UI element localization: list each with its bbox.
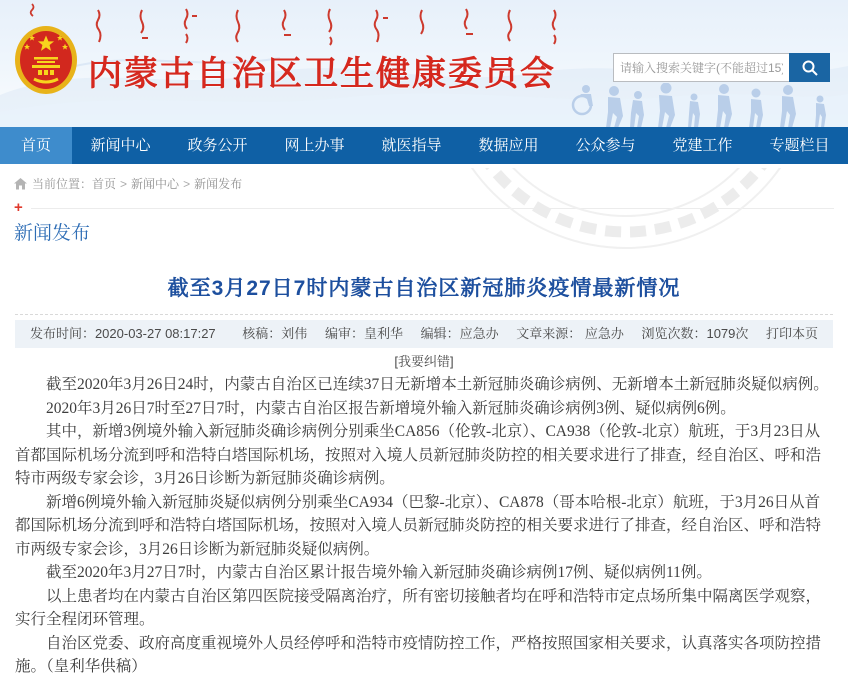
- nav-item-party-building[interactable]: 党建工作: [672, 137, 733, 154]
- dashed-separator: [15, 314, 833, 315]
- nav-item-home[interactable]: 首页: [0, 127, 72, 164]
- breadcrumb-news-center[interactable]: 新闻中心: [131, 177, 180, 191]
- breadcrumb-news-release[interactable]: 新闻发布: [194, 177, 243, 191]
- search-input[interactable]: [613, 53, 789, 82]
- article-paragraph: 新增6例境外输入新冠肺炎疑似病例分别乘坐CA934（巴黎-北京）、CA878（哥本哈根-北京）航班，于3月26日从首都国际机场分流到呼和浩特白塔国际机场，按照对入境人员新冠肺炎防控的相关要求进行了排查，经自治区、呼和浩特市两级专家会诊，3月26日诊断为新冠肺炎疑似病例。: [15, 493, 822, 558]
- article-paragraph: 自治区党委、政府高度重视境外人员经停呼和浩特市疫情防控工作，严格按照国家相关要求，认真落实各项防控措施。（皇利华供稿）: [15, 634, 822, 675]
- mongolian-script: [88, 4, 588, 52]
- mongolian-script-mark: [27, 3, 39, 17]
- article-paragraph: 截至2020年3月27日7时，内蒙古自治区累计报告境外输入新冠肺炎确诊病例17例、疑似病例11例。: [46, 564, 712, 581]
- section-divider: [14, 199, 834, 216]
- article-paragraph: 其中，新增3例境外输入新冠肺炎确诊病例分别乘坐CA856（伦敦-北京）、CA938（伦敦-北京）航班，于3月23日从首都国际机场分流到呼和浩特白塔国际机场，按照对入境人员新冠肺炎防控的相关要求进行了排查，经自治区、呼和浩特市两级专家会诊，3月26日诊断为新冠肺炎确诊病例。: [15, 423, 822, 487]
- breadcrumb-prefix: 当前位置：: [32, 177, 93, 191]
- nav-item-special-columns[interactable]: 专题栏目: [769, 137, 830, 154]
- article-paragraph: 以上患者均在内蒙古自治区第四医院接受隔离治疗，所有密切接触者均在呼和浩特市定点场所集中隔离医学观察，实行全程闭环管理。: [15, 587, 822, 628]
- nav-item-data-applications[interactable]: 数据应用: [478, 137, 539, 154]
- main-nav: [0, 127, 848, 164]
- plus-marker: +: [14, 199, 23, 216]
- article-meta-bar: [15, 320, 833, 369]
- article: [0, 272, 848, 679]
- nav-item-online-services[interactable]: 网上办事: [284, 137, 345, 154]
- masthead: [88, 4, 588, 96]
- error-report-link[interactable]: [我要纠错]: [394, 354, 454, 369]
- breadcrumb-separator: >: [120, 176, 128, 191]
- print-page-link[interactable]: 打印本页: [766, 326, 819, 341]
- divider-line: [31, 208, 834, 209]
- editor: 编辑：应急办: [420, 326, 499, 341]
- people-silhouettes-decoration: [566, 83, 846, 127]
- breadcrumb: [0, 164, 848, 196]
- section-title: 新闻发布: [14, 223, 91, 244]
- search-button[interactable]: [789, 53, 830, 82]
- national-emblem-logo: [14, 24, 78, 96]
- article-source: 文章来源： 应急办: [516, 326, 624, 341]
- site-header: [0, 0, 848, 127]
- article-paragraph: 截至2020年3月26日24时，内蒙古自治区已连续37日无新增本土新冠肺炎确诊病例、无新增本土新冠肺炎疑似病例。: [46, 376, 829, 393]
- nav-item-medical-guidance[interactable]: 就医指导: [381, 137, 442, 154]
- proofreader: 核稿：刘伟: [242, 326, 308, 341]
- review-editor: 编审：皇利华: [324, 326, 403, 341]
- breadcrumb-separator: >: [183, 176, 191, 191]
- search-bar: [613, 53, 830, 82]
- nav-item-news-center[interactable]: 新闻中心: [90, 137, 151, 154]
- article-title: 截至3月27日7时内蒙古自治区新冠肺炎疫情最新情况: [167, 277, 681, 300]
- home-icon: [14, 178, 27, 190]
- search-icon: [801, 59, 819, 77]
- nav-item-gov-affairs[interactable]: 政务公开: [187, 137, 248, 154]
- site-title: 内蒙古自治区卫生健康委员会: [88, 55, 556, 93]
- nav-item-public-participation[interactable]: 公众参与: [575, 137, 636, 154]
- article-paragraph: 2020年3月26日7时至27日7时，内蒙古自治区报告新增境外输入新冠肺炎确诊病例3例、疑似病例6例。: [46, 399, 736, 417]
- breadcrumb-home[interactable]: 首页: [92, 177, 117, 191]
- view-count: 浏览次数：1079次: [641, 326, 749, 341]
- article-body: [15, 373, 833, 679]
- publish-time: 发布时间：2020-03-27 08:17:27: [29, 326, 216, 341]
